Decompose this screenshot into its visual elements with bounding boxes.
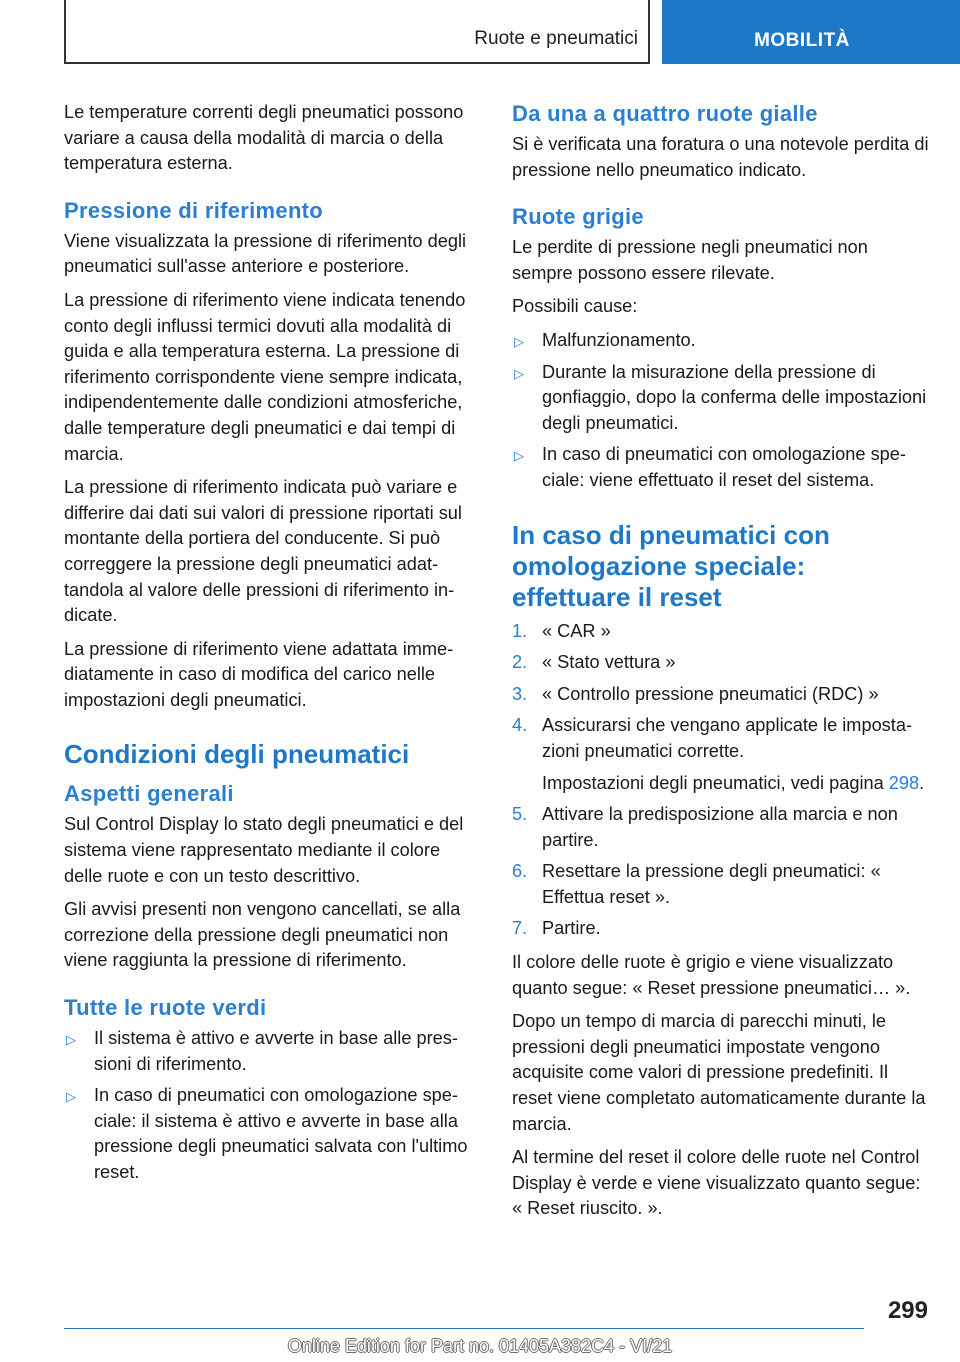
right-column [512,100,930,1230]
paragraph: Viene visualizzata la pressione di riferimento degli pneumatici sull'asse anteriore e posteriore. [64,230,467,277]
paragraph: Gli avvisi presenti non vengono cancellati, se alla correzione della pressione degli pneumatici non viene raggiunta la pressione di riferimento. [64,899,461,971]
heading-reference-pressure: Pressione di riferimento [64,197,324,223]
triangle-bullet-icon: ▷ [66,1089,76,1105]
left-column [64,100,482,1194]
step-item: 6. Resettare la pressione degli pneumatici: « Effettua reset ». [512,861,881,907]
page-number: 299 [887,1297,928,1324]
paragraph: La pressione di riferimento viene adattata immediatamente in caso di modifica del carico nelle impostazioni degli pneumatici. [64,638,454,710]
paragraph: Le temperature correnti degli pneumatici possono variare a causa della modalità di marcia o della temperatura esterna. [64,102,464,174]
header-section-title: Ruote e pneumatici [474,28,638,49]
paragraph: Possibili cause: [512,296,638,317]
paragraph: Si è verificata una foratura o una notevole perdita di pressione nello pneumatico indicato. [512,134,929,180]
step-item: 5. Attivare la predisposizione alla marcia e non partire. [512,804,898,850]
triangle-bullet-icon: ▷ [514,448,524,464]
step-item: 7. Partire. [512,918,601,939]
heading-general: Aspetti generali [64,781,234,807]
header-chapter-tab: MOBILITÀ [662,0,960,64]
step-note: Impostazioni degli pneumatici, vedi pagina 298. [542,772,925,793]
causes-list [512,328,930,494]
step-item: 2. « Stato vettura » [512,652,676,673]
heading-special-reset: In caso di pneumatici con omologazione speciale: effettuare il reset [512,519,830,612]
paragraph: Il colore delle ruote è grigio e viene visualizzato quanto segue: « Reset pressione pneumatici… ». [512,952,911,998]
page-link[interactable]: 298 [888,772,920,793]
triangle-bullet-icon: ▷ [66,1032,76,1048]
green-list [64,1026,482,1186]
footer-edition: Online Edition for Part no. 01405A382C4 - VI/21 [287,1336,673,1356]
steps-list [512,619,930,943]
paragraph: Dopo un tempo di marcia di parecchi minuti, le pressioni degli pneumatici impostate vengono acquisite come valori di pressione predefiniti. Il reset viene completato automaticamente durante la marcia. [512,1011,926,1134]
list-item: ▷ In caso di pneumatici con omologazione speciale: il sistema è attivo e avverte in base alla pressione degli pneumatici salvata con l'ultimo reset. [66,1085,468,1182]
step-item: 1. « CAR » [512,620,611,641]
paragraph: Al termine del reset il colore delle ruote nel Control Display è verde e viene visualizzato quanto segue: « Reset riuscito. ». [512,1147,921,1219]
heading-grey-wheels: Ruote grigie [512,204,644,230]
triangle-bullet-icon: ▷ [514,365,524,381]
paragraph: La pressione di riferimento indicata può variare e differire dai dati sui valori di pressione riportati sul montante della portiera del conducente. Si può correggere la pressione degli pneumatici adattandola al valore delle pressioni di riferimento indicate. [64,477,462,626]
paragraph: Sul Control Display lo stato degli pneumatici e del sistema viene rappresentato mediante il colore delle ruote e con un testo descrittivo. [64,814,464,886]
list-item: ▷ Il sistema è attivo e avverte in base alle pressioni di riferimento. [66,1028,458,1074]
list-item: ▷ Durante la misurazione della pressione di gonfiaggio, dopo la conferma delle impostazioni degli pneumatici. [514,361,927,433]
triangle-bullet-icon: ▷ [514,333,524,349]
footer-divider [64,1328,864,1329]
paragraph: Le perdite di pressione negli pneumatici non sempre possono essere rilevate. [512,237,868,283]
step-item: 4. Assicurarsi che vengano applicate le impostazioni pneumatici corrette. Impostazioni degli pneumatici, vedi pagina 298. [512,713,930,796]
heading-yellow-wheels: Da una a quattro ruote gialle [512,101,818,126]
list-item: ▷ Malfunzionamento. [512,328,930,354]
paragraph: La pressione di riferimento viene indicata tenendo conto degli influssi termici dovuti alla modalità di guida e alla temperatura esterna. La pressione di riferimento corrispondente viene sempre indicata, indipendentemente dalle condizioni atmosferiche, dalle temperature degli pneumatici e dai tempi di marcia. [64,289,466,464]
list-item: ▷ In caso di pneumatici con omologazione speciale: viene effettuato il reset del sistema. [514,444,906,490]
heading-all-green: Tutte le ruote verdi [64,995,267,1021]
heading-tire-conditions: Condizioni degli pneumatici [64,739,410,770]
step-item: 3. « Controllo pressione pneumatici (RDC) » [512,683,879,704]
